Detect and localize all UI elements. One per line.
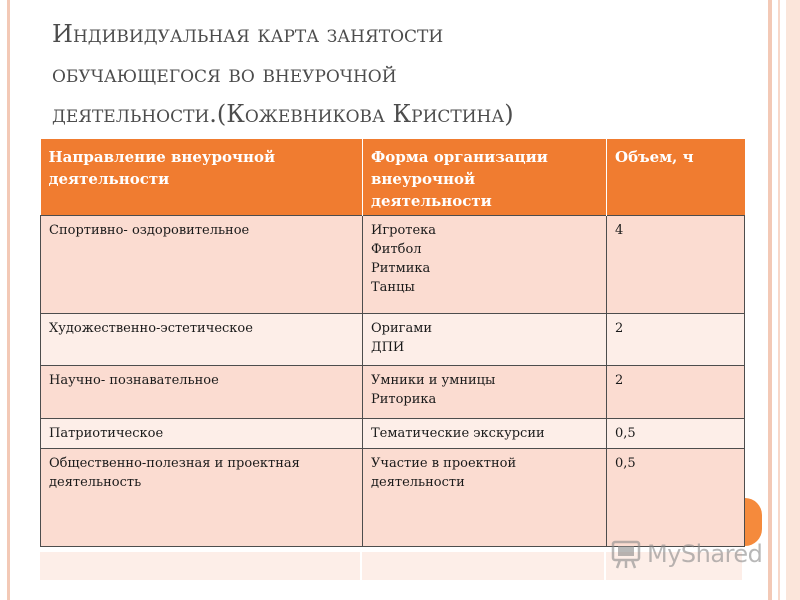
myshared-watermark [610, 537, 762, 571]
form-item: Танцы [371, 280, 415, 295]
form-item: Участие в проектной деятельности [371, 456, 517, 490]
cell-hours: 4 [607, 216, 745, 314]
title-line-3: деятельности.(Кожевникова Кристина) [52, 100, 514, 128]
header-hours: Объем, ч [607, 139, 745, 216]
title-line-2: обучающегося во внеурочной [52, 60, 397, 88]
footer-cell [40, 552, 360, 580]
cell-forms [363, 419, 607, 449]
form-item: Тематические экскурсии [371, 426, 545, 441]
form-item: Игротека [371, 223, 437, 238]
myshared-logo-icon [610, 538, 642, 570]
cell-direction: Спортивно- оздоровительное [41, 216, 363, 314]
header-direction: Направление внеурочной деятельности [41, 139, 363, 216]
slide-title [52, 14, 752, 134]
right-decorative-line-thin [778, 0, 780, 600]
right-decorative-band [786, 0, 800, 600]
cell-direction: Общественно-полезная и проектная деятельность [41, 449, 363, 547]
table-row [41, 314, 745, 366]
cell-forms [363, 366, 607, 419]
cell-direction: Научно- познавательное [41, 366, 363, 419]
activity-table [40, 139, 745, 547]
cell-forms [363, 449, 607, 547]
watermark-text: MyShared [647, 540, 763, 568]
table-row [41, 419, 745, 449]
title-line-1: Индивидуальная карта занятости [52, 20, 444, 48]
form-item: Риторика [371, 392, 437, 407]
cell-direction: Художественно-эстетическое [41, 314, 363, 366]
header-form: Форма организации внеурочной деятельности [363, 139, 607, 216]
form-item: Оригами [371, 321, 432, 336]
form-item: Умники и умницы [371, 373, 496, 388]
cell-hours: 2 [607, 314, 745, 366]
cell-hours: 2 [607, 366, 745, 419]
cell-forms [363, 216, 607, 314]
table-row [41, 366, 745, 419]
table-header-row [41, 139, 745, 216]
form-item: Фитбол [371, 242, 422, 257]
footer-cell [362, 552, 604, 580]
table-row [41, 216, 745, 314]
form-item: Ритмика [371, 261, 431, 276]
right-decorative-line [768, 0, 772, 600]
table-row [41, 449, 745, 547]
cell-direction: Патриотическое [41, 419, 363, 449]
cell-hours: 0,5 [607, 419, 745, 449]
cell-forms [363, 314, 607, 366]
form-item: ДПИ [371, 340, 405, 355]
left-decorative-line [7, 0, 10, 600]
cell-hours: 0,5 [607, 449, 745, 547]
